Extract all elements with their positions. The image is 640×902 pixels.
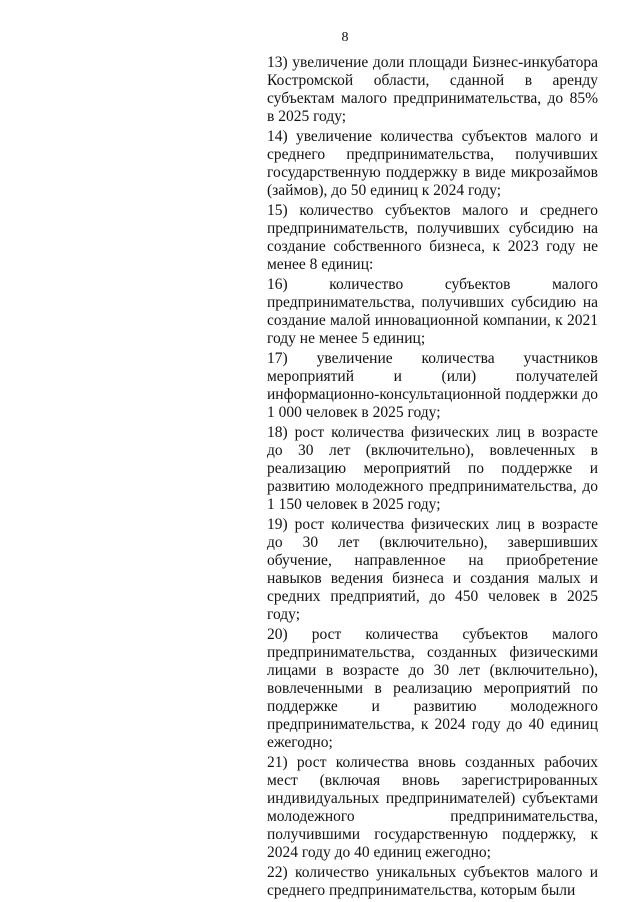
list-item-20: 20) рост количества субъектов малого предпринимательства, созданных физическими лицами в возрасте до 30 лет (включительно), вовлеченными в реализацию мероприятий по поддержке и развитию молодежного предпринимательства, к 2024 году до 40 единиц ежегодно; xyxy=(267,626,598,751)
list-item-13: 13) увеличение доли площади Бизнес-инкубатора Костромской области, сданной в аренду субъектам малого предпринимательства, до 85% в 2025 году; xyxy=(267,54,598,125)
list-item-14: 14) увеличение количества субъектов малого и среднего предпринимательства, получивших государственную поддержку в виде микрозаймов (займов), до 50 единиц к 2024 году; xyxy=(267,128,598,199)
list-item-16: 16) количество субъектов малого предпринимательства, получивших субсидию на создание малой инновационной компании, к 2021 году не менее 5 единиц; xyxy=(267,276,598,347)
list-item-19: 19) рост количества физических лиц в возрасте до 30 лет (включительно), завершивших обучение, направленное на приобретение навыков ведения бизнеса и создания малых и средних предприятий, до 450 человек в 2025 году; xyxy=(267,516,598,623)
list-column xyxy=(267,54,598,902)
list-item-22: 22) количество уникальных субъектов малого и среднего предпринимательства, которым были xyxy=(267,864,598,899)
list-item-17: 17) увеличение количества участников мероприятий и (или) получателей информационно-консультационной поддержки до 1 000 человек в 2025 году; xyxy=(267,350,598,421)
page-number: 8 xyxy=(341,30,349,45)
list-item-21: 21) рост количества вновь созданных рабочих мест (включая вновь зарегистрированных индивидуальных предпринимателей) субъектами молодежного предпринимательства, получившими государственную поддержку, к 2024 году до 40 единиц ежегодно; xyxy=(267,754,598,861)
list-item-18: 18) рост количества физических лиц в возрасте до 30 лет (включительно), вовлеченных в реализацию мероприятий по поддержке и развитию молодежного предпринимательства, до 1 150 человек в 2025 году; xyxy=(267,424,598,513)
list-item-15: 15) количество субъектов малого и среднего предпринимательств, получивших субсидию на создание собственного бизнеса, к 2023 году не менее 8 единиц: xyxy=(267,202,598,273)
